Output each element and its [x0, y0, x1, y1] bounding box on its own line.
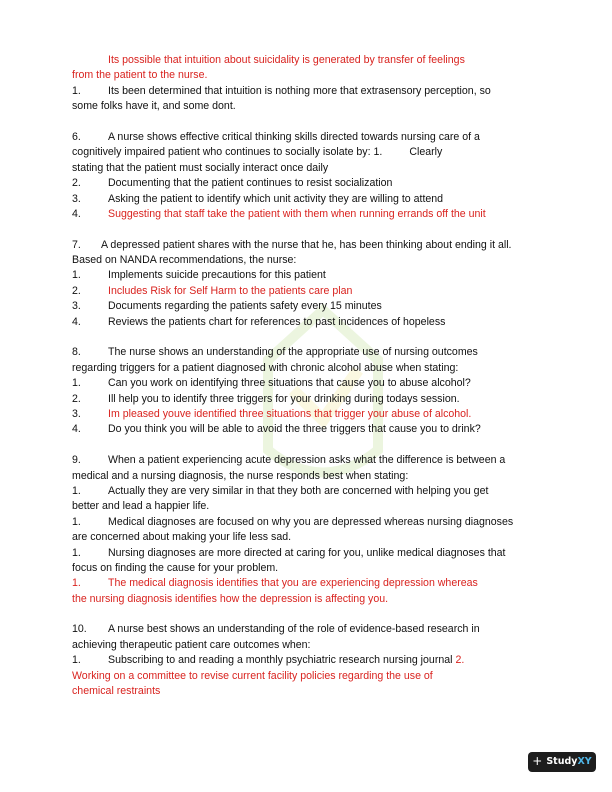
option-text-continued: focus on finding the cause for your problem.	[72, 561, 279, 574]
document-body	[72, 53, 542, 699]
option-text: Medical diagnoses are focused on why you are depressed whereas nursing diagnoses	[108, 515, 514, 528]
question-9	[72, 453, 542, 607]
option-text: Its been determined that intuition is nothing more that extrasensory perception, so	[108, 84, 491, 97]
question-stem-continued	[72, 145, 542, 160]
answer-text: Suggesting that staff take the patient with them when running errands off the unit	[108, 207, 486, 220]
question-10	[72, 622, 542, 699]
option-row	[72, 315, 542, 330]
intro-line-1: Its possible that intuition about suicidality is generated by transfer of feelings	[108, 54, 465, 66]
logo-text: StudyXY	[546, 756, 592, 768]
question-text: A nurse best shows an understanding of the role of evidence-based research in	[108, 623, 480, 636]
option-number: 1.	[72, 654, 81, 667]
option-text: Nursing diagnoses are more directed at caring for you, unlike medical diagnoses that	[108, 546, 506, 559]
question-stem	[72, 130, 542, 145]
question-stem	[72, 345, 542, 360]
question-text: A depressed patient shares with the nurse that he, has been thinking about ending it all.	[101, 238, 512, 251]
question-text: A nurse shows effective critical thinking skills directed towards nursing care of a	[108, 130, 480, 143]
option-text: Reviews the patients chart for references to past incidences of hopeless	[108, 315, 446, 328]
option-number: 1.	[72, 546, 81, 559]
question-6	[72, 130, 542, 222]
option-row	[72, 376, 542, 391]
option-row	[72, 422, 542, 437]
option-row	[72, 299, 542, 314]
question-stem-continued: medical and a nursing diagnosis, the nurse responds best when stating:	[72, 469, 409, 482]
question-stem	[72, 453, 542, 468]
answer-number: 2.	[455, 654, 465, 667]
option-text: Implements suicide precautions for this patient	[108, 269, 326, 282]
option-text: Documents regarding the patients safety every 15 minutes	[108, 300, 382, 313]
option-number: 1.	[72, 84, 81, 97]
option-text-continued: better and lead a happier life.	[72, 500, 210, 513]
question-stem-continued: achieving therapeutic patient care outcomes when:	[72, 638, 311, 651]
question-number: 6.	[72, 130, 81, 143]
intro-line-2: from the patient to the nurse.	[72, 69, 208, 82]
option-row-answer	[72, 407, 542, 422]
question-stem	[72, 622, 542, 637]
option-number: 4.	[72, 207, 81, 220]
question-stem-continued: Based on NANDA recommendations, the nurse:	[72, 254, 297, 267]
option-text-continued: are concerned about making your life less sad.	[72, 531, 292, 544]
question-7	[72, 238, 542, 330]
option-number: 2.	[72, 284, 81, 297]
question-stem	[72, 238, 542, 253]
question-8	[72, 345, 542, 437]
option-number: 2.	[72, 177, 81, 190]
option-row	[72, 192, 542, 207]
option-number: 1.	[72, 484, 81, 497]
option-text: Clearly	[409, 146, 443, 159]
option-text: Do you think you will be able to avoid the three triggers that cause you to drink?	[108, 423, 481, 436]
option-text: Subscribing to and reading a monthly psychiatric research nursing journal	[108, 654, 453, 667]
option-number: 3.	[72, 407, 81, 420]
answer-text-continued: the nursing diagnosis identifies how the depression is affecting you.	[72, 592, 389, 605]
option-number: 2.	[72, 392, 81, 405]
option-text: Asking the patient to identify which unit activity they are willing to attend	[108, 192, 444, 205]
option-row	[72, 392, 542, 407]
option-row	[72, 176, 542, 191]
question-text: The nurse shows an understanding of the appropriate use of nursing outcomes	[108, 346, 478, 359]
option-number: 4.	[72, 423, 81, 436]
option-row-answer	[72, 576, 542, 591]
option-row	[72, 515, 542, 530]
option-number: 1.	[72, 269, 81, 282]
answer-text-continued: chemical restraints	[72, 685, 161, 698]
option-number: 3.	[72, 192, 81, 205]
question-text: When a patient experiencing acute depression asks what the difference is between a	[108, 454, 506, 467]
option-row	[72, 84, 542, 99]
option-row-answer	[72, 207, 542, 222]
option-row	[72, 484, 542, 499]
option-text: Can you work on identifying three situations that cause you to abuse alcohol?	[108, 377, 471, 390]
option-row	[72, 653, 542, 668]
answer-text: Im pleased youve identified three situations that trigger your abuse of alcohol.	[108, 407, 472, 420]
option-row	[72, 546, 542, 561]
intro-section	[72, 53, 542, 115]
question-number: 7.	[72, 238, 81, 251]
question-stem-continued: regarding triggers for a patient diagnosed with chronic alcohol abuse when stating:	[72, 361, 459, 374]
question-number: 10.	[72, 623, 87, 636]
option-number: 3.	[72, 300, 81, 313]
option-number: 1.	[72, 515, 81, 528]
answer-text: The medical diagnosis identifies that you are experiencing depression whereas	[108, 577, 478, 590]
studyxy-logo[interactable]	[528, 752, 596, 772]
answer-text: Includes Risk for Self Harm to the patients care plan	[108, 284, 353, 297]
option-row-answer	[72, 284, 542, 299]
option-text: Actually they are very similar in that they both are concerned with helping you get	[108, 484, 489, 497]
question-number: 9.	[72, 454, 81, 467]
option-text: Documenting that the patient continues to resist socialization	[108, 177, 393, 190]
text-line	[72, 53, 542, 68]
question-number: 8.	[72, 346, 81, 359]
option-text: Ill help you to identify three triggers for your drinking during todays session.	[108, 392, 460, 405]
option-number: 1.	[72, 577, 81, 590]
option-number: 1.	[72, 377, 81, 390]
plus-icon: +	[532, 754, 543, 769]
question-text: cognitively impaired patient who continues to socially isolate by: 1.	[72, 146, 383, 159]
option-number: 4.	[72, 315, 81, 328]
option-text-continued: some folks have it, and some dont.	[72, 100, 236, 113]
answer-text: Working on a committee to revise current facility policies regarding the use of	[72, 669, 433, 682]
option-text-continued: stating that the patient must socially interact once daily	[72, 161, 329, 174]
option-row	[72, 268, 542, 283]
